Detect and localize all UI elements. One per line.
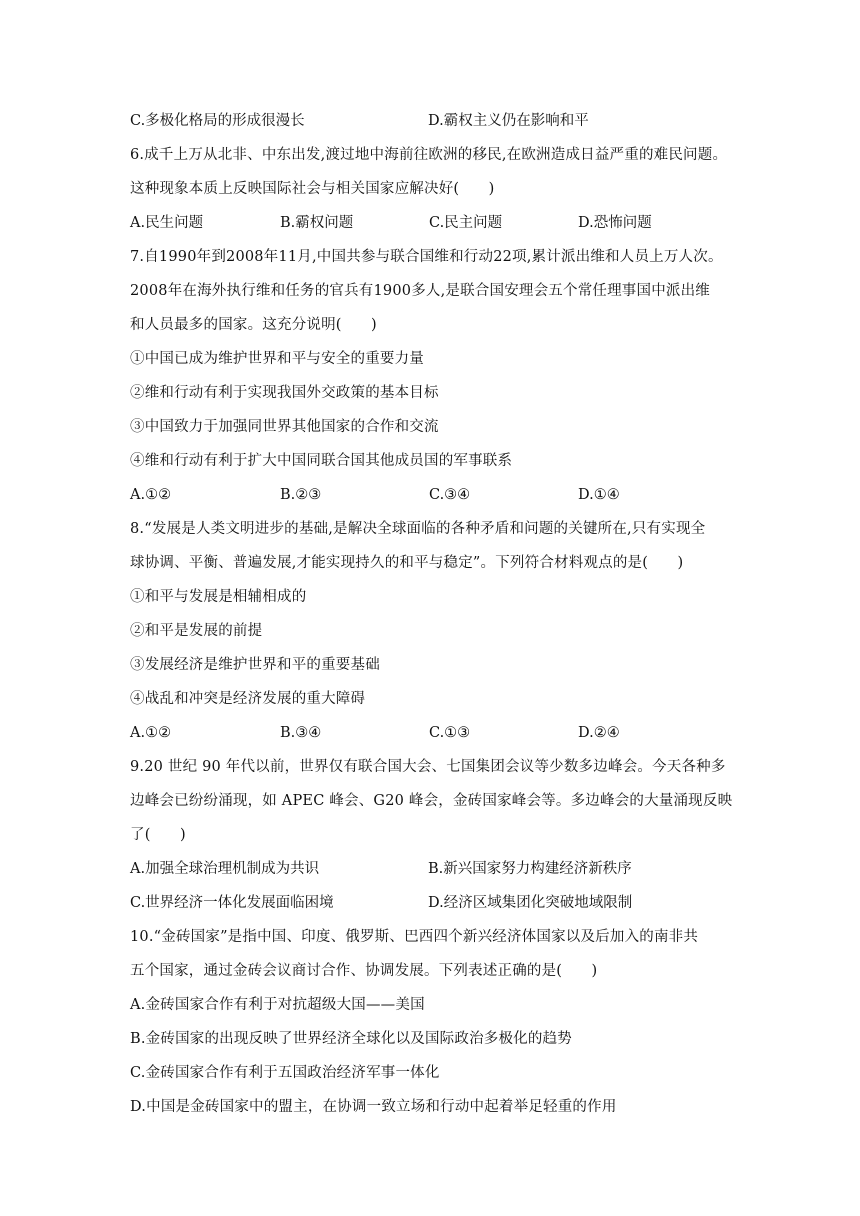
q7-stem-line-2: 2008年在海外执行维和任务的官兵有1900多人,是联合国安理会五个常任理事国中派出维	[130, 283, 711, 299]
q8-item-2: ②和平是发展的前提	[130, 623, 263, 639]
q6-option-b: B.霸权问题	[280, 215, 354, 231]
q9-option-c: C.世界经济一体化发展面临困境	[130, 895, 334, 911]
q7-stem-line-1: 7.自1990年到2008年11月,中国共参与联合国维和行动22项,累计派出维和人员上万人次。	[130, 249, 723, 265]
q8-option-d: D.②④	[578, 725, 620, 741]
q9-stem-line-1: 9.20 世纪 90 年代以前，世界仅有联合国大会、七国集团会议等少数多边峰会。今天各种多	[130, 759, 726, 775]
q10-stem-line-2: 五个国家，通过金砖会议商讨合作、协调发展。下列表述正确的是( )	[130, 963, 598, 979]
q8-item-1: ①和平与发展是相辅相成的	[130, 589, 307, 605]
q9-option-d: D.经济区域集团化突破地域限制	[428, 895, 633, 911]
q7-item-2: ②维和行动有利于实现我国外交政策的基本目标	[130, 385, 439, 401]
q7-option-d: D.①④	[578, 487, 620, 503]
q7-option-a: A.①②	[130, 487, 172, 503]
q10-option-d: D.中国是金砖国家中的盟主，在协调一致立场和行动中起着举足轻重的作用	[130, 1099, 617, 1115]
q6-option-c: C.民主问题	[429, 215, 503, 231]
q6-option-a: A.民生问题	[130, 215, 204, 231]
q7-option-b: B.②③	[280, 487, 322, 503]
q9-stem-line-2: 边峰会已纷纷涌现，如 APEC 峰会、G20 峰会，金砖国家峰会等。多边峰会的大量涌现反映	[130, 793, 733, 809]
q7-item-1: ①中国已成为维护世界和平与安全的重要力量	[130, 351, 424, 367]
q6-stem-line-1: 6.成千上万从北非、中东出发,渡过地中海前往欧洲的移民,在欧洲造成日益严重的难民问题。	[130, 147, 728, 163]
q8-option-b: B.③④	[280, 725, 322, 741]
q10-stem-line-1: 10.“金砖国家”是指中国、印度、俄罗斯、巴西四个新兴经济体国家以及后加入的南非共	[130, 929, 699, 945]
q8-stem-line-2: 球协调、平衡、普遍发展,才能实现持久的和平与稳定”。下列符合材料观点的是( )	[130, 555, 684, 571]
q6-option-d: D.恐怖问题	[578, 215, 652, 231]
q7-item-3: ③中国致力于加强同世界其他国家的合作和交流	[130, 419, 439, 435]
q8-option-a: A.①②	[130, 725, 172, 741]
q10-option-c: C.金砖国家合作有利于五国政治经济军事一体化	[130, 1065, 440, 1081]
q8-item-4: ④战乱和冲突是经济发展的重大障碍	[130, 691, 366, 707]
q8-option-c: C.①③	[429, 725, 471, 741]
q7-stem-line-3: 和人员最多的国家。这充分说明( )	[130, 317, 377, 333]
q7-item-4: ④维和行动有利于扩大中国同联合国其他成员国的军事联系	[130, 453, 513, 469]
q10-option-a: A.金砖国家合作有利于对抗超级大国——美国	[130, 997, 425, 1013]
q8-item-3: ③发展经济是维护世界和平的重要基础	[130, 657, 380, 673]
q8-stem-line-1: 8.“发展是人类文明进步的基础,是解决全球面临的各种矛盾和问题的关键所在,只有实现全	[130, 521, 706, 537]
q9-option-a: A.加强全球治理机制成为共识	[130, 861, 320, 877]
q5-option-c: C.多极化格局的形成很漫长	[130, 113, 305, 129]
q9-stem-line-3: 了( )	[130, 827, 186, 843]
q10-option-b: B.金砖国家的出现反映了世界经济全球化以及国际政治多极化的趋势	[130, 1031, 572, 1047]
q6-stem-line-2: 这种现象本质上反映国际社会与相关国家应解决好( )	[130, 181, 495, 197]
q5-option-d: D.霸权主义仍在影响和平	[428, 113, 589, 129]
q9-option-b: B.新兴国家努力构建经济新秩序	[428, 861, 632, 877]
q7-option-c: C.③④	[429, 487, 471, 503]
